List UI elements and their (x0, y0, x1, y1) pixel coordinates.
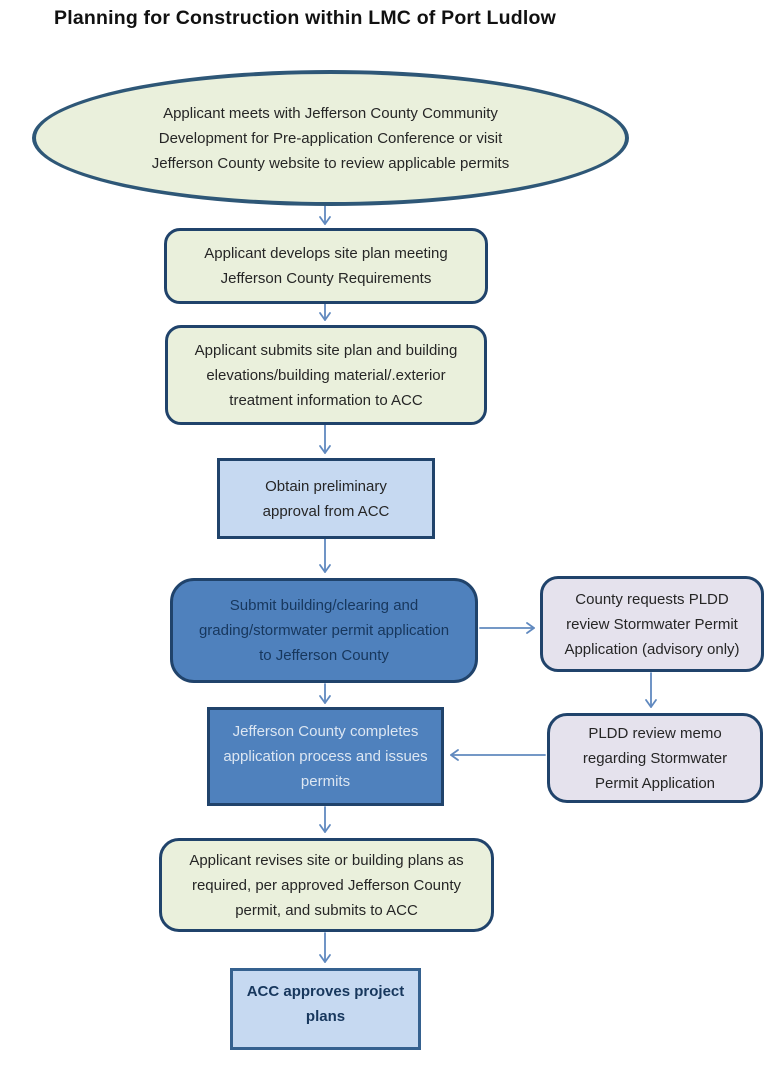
node-text-line: Applicant revises site or building plans as (189, 851, 464, 869)
node-submit-permit-application (170, 578, 478, 683)
node-preliminary-approval (217, 458, 435, 539)
node-text-line: Applicant meets with Jefferson County Community (163, 104, 498, 122)
node-text-line: Development for Pre-application Conference or visit (158, 129, 503, 147)
node-text-line: approval from ACC (262, 502, 390, 520)
node-text-line: Application (advisory only) (564, 640, 740, 658)
node-text-line: treatment information to ACC (229, 391, 423, 409)
node-text-line: required, per approved Jefferson County (191, 876, 462, 894)
node-revise-plans (159, 838, 494, 932)
node-text-line: Jefferson County Requirements (220, 270, 432, 287)
node-text-line: to Jefferson County (259, 647, 389, 664)
page-title: Planning for Construction within LMC of Port Ludlow (54, 7, 556, 29)
node-text-line: grading/stormwater permit application (198, 622, 450, 639)
node-text-line: Jefferson County completes (232, 723, 419, 740)
node-text-line: plans (305, 1008, 346, 1025)
node-county-requests-pldd (540, 576, 764, 672)
node-text-line: Submit building/clearing and (229, 597, 419, 614)
node-text-line: permit, and submits to ACC (235, 901, 418, 919)
node-text-line: Permit Application (594, 774, 716, 792)
node-text-line: regarding Stormwater (582, 749, 728, 767)
node-text-line: Jefferson County website to review applicable permits (151, 154, 510, 172)
node-text-line: Applicant develops site plan meeting (204, 245, 448, 262)
node-text-line: permits (300, 773, 351, 790)
node-acc-approves (230, 968, 421, 1050)
node-start-conference (32, 70, 629, 206)
node-text-line: elevations/building material/.exterior (206, 366, 446, 384)
node-text-line: Obtain preliminary (265, 477, 387, 495)
node-county-completes-permits (207, 707, 444, 806)
node-develop-site-plan (164, 228, 488, 304)
node-text-line: County requests PLDD (575, 590, 729, 608)
node-text-line: application process and issues (223, 748, 428, 765)
node-submit-site-plan-acc (165, 325, 487, 425)
node-text-line: ACC approves project (246, 983, 405, 1000)
node-text-line: PLDD review memo (588, 724, 722, 742)
node-text-line: review Stormwater Permit (566, 615, 738, 633)
node-pldd-review-memo (547, 713, 763, 803)
node-text-line: Applicant submits site plan and building (194, 341, 458, 359)
